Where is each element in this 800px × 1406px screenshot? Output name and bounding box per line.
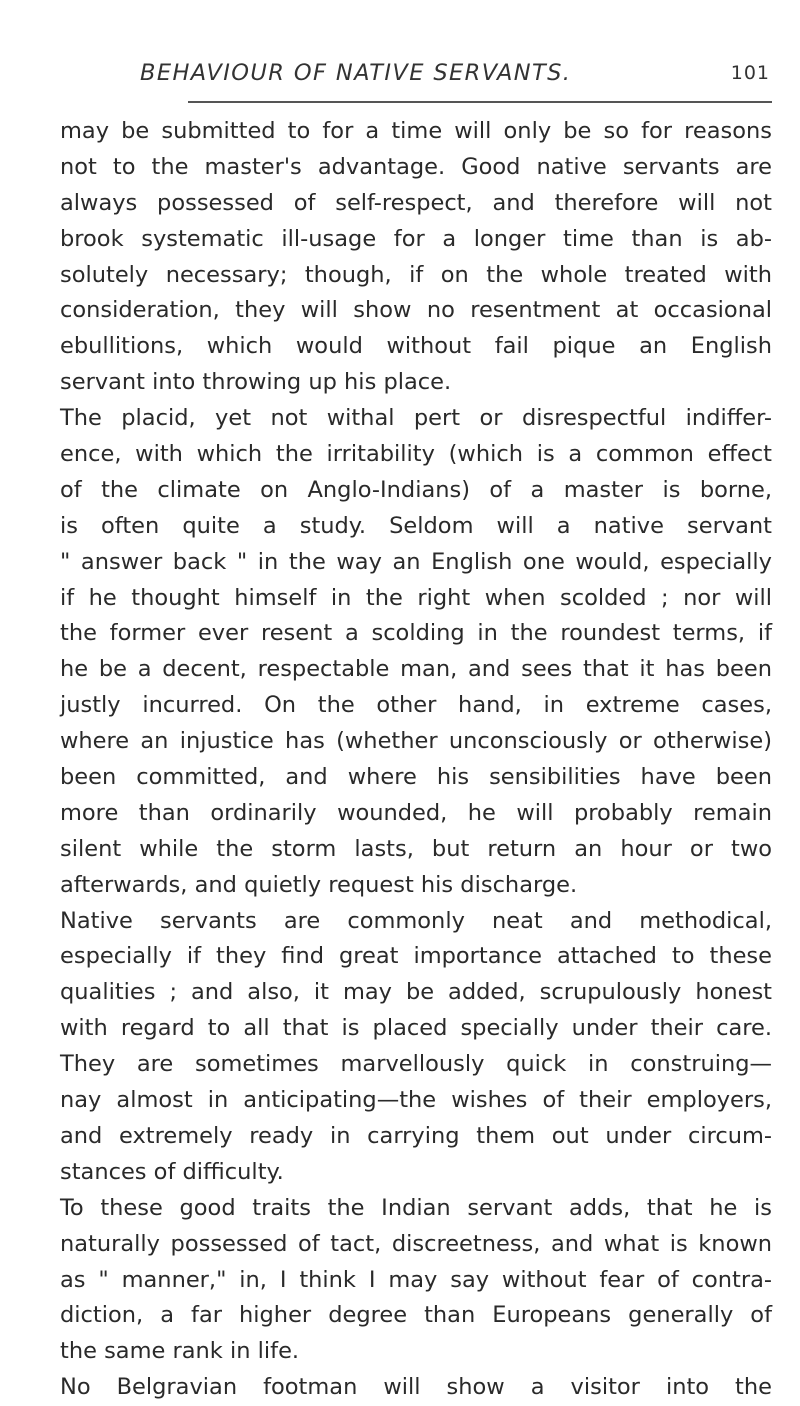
- paragraph-start-line: No Belgravian footman will show a visitor into the: [60, 1374, 772, 1401]
- text-line: solutely necessary; though, if on the whole treated with: [60, 261, 772, 288]
- paragraph-start-line: To these good traits the Indian servant adds, that he is: [60, 1194, 772, 1221]
- text-line: may be submitted to for a time will only be so for reasons: [60, 118, 772, 144]
- text-line: consideration, they will show no resentment at occasional: [60, 297, 772, 324]
- text-line: the former ever resent a scolding in the roundest terms, if: [60, 620, 772, 647]
- text-line: justly incurred. On the other hand, in extreme cases,: [60, 692, 772, 719]
- page-number: 101: [730, 62, 770, 84]
- header-rule: [188, 101, 772, 103]
- text-line: is often quite a study. Seldom will a native servant: [60, 512, 772, 539]
- running-title: BEHAVIOUR OF NATIVE SERVANTS.: [140, 60, 572, 86]
- page-header: [140, 60, 770, 94]
- text-line: he be a decent, respectable man, and sees that it has been: [60, 656, 772, 683]
- text-line: always possessed of self-respect, and therefore will not: [60, 189, 772, 216]
- text-line: brook systematic ill-usage for a longer time than is ab-: [60, 225, 772, 252]
- text-line: and extremely ready in carrying them out under circum-: [60, 1122, 772, 1149]
- text-line: where an injustice has (whether unconsciously or otherwise): [60, 728, 772, 755]
- body-text: [60, 114, 772, 1406]
- text-line: nay almost in anticipating—the wishes of their employers,: [60, 1087, 772, 1114]
- text-line: afterwards, and quietly request his discharge.: [60, 871, 578, 898]
- text-line: not to the master's advantage. Good native servants are: [60, 153, 772, 180]
- text-line: They are sometimes marvellously quick in construing—: [60, 1051, 772, 1078]
- paragraph-start-line: The placid, yet not withal pert or disrespectful indiffer-: [60, 405, 772, 432]
- text-line: if he thought himself in the right when scolded ; nor will: [60, 584, 772, 611]
- text-line: diction, a far higher degree than Europeans generally of: [60, 1302, 772, 1329]
- text-line: been committed, and where his sensibilities have been: [60, 764, 772, 791]
- text-line: with regard to all that is placed specially under their care.: [60, 1015, 772, 1042]
- text-line: servant into throwing up his place.: [60, 369, 452, 396]
- text-line: as " manner," in, I think I may say without fear of contra-: [60, 1266, 772, 1293]
- text-line: " answer back " in the way an English one would, especially: [60, 548, 772, 575]
- paragraph-start-line: Native servants are commonly neat and methodical,: [60, 907, 772, 934]
- text-line: of the climate on Anglo-Indians) of a master is borne,: [60, 476, 772, 503]
- text-line: ence, with which the irritability (which is a common effect: [60, 441, 772, 468]
- text-line: naturally possessed of tact, discreetness, and what is known: [60, 1230, 772, 1257]
- text-line: ebullitions, which would without fail pique an English: [60, 333, 772, 360]
- text-line: qualities ; and also, it may be added, scrupulously honest: [60, 979, 772, 1006]
- text-line: more than ordinarily wounded, he will probably remain: [60, 799, 772, 826]
- text-line: silent while the storm lasts, but return an hour or two: [60, 835, 772, 862]
- text-line: the same rank in life.: [60, 1338, 300, 1365]
- text-line: stances of difficulty.: [60, 1158, 284, 1185]
- text-line: especially if they find great importance attached to these: [60, 943, 772, 970]
